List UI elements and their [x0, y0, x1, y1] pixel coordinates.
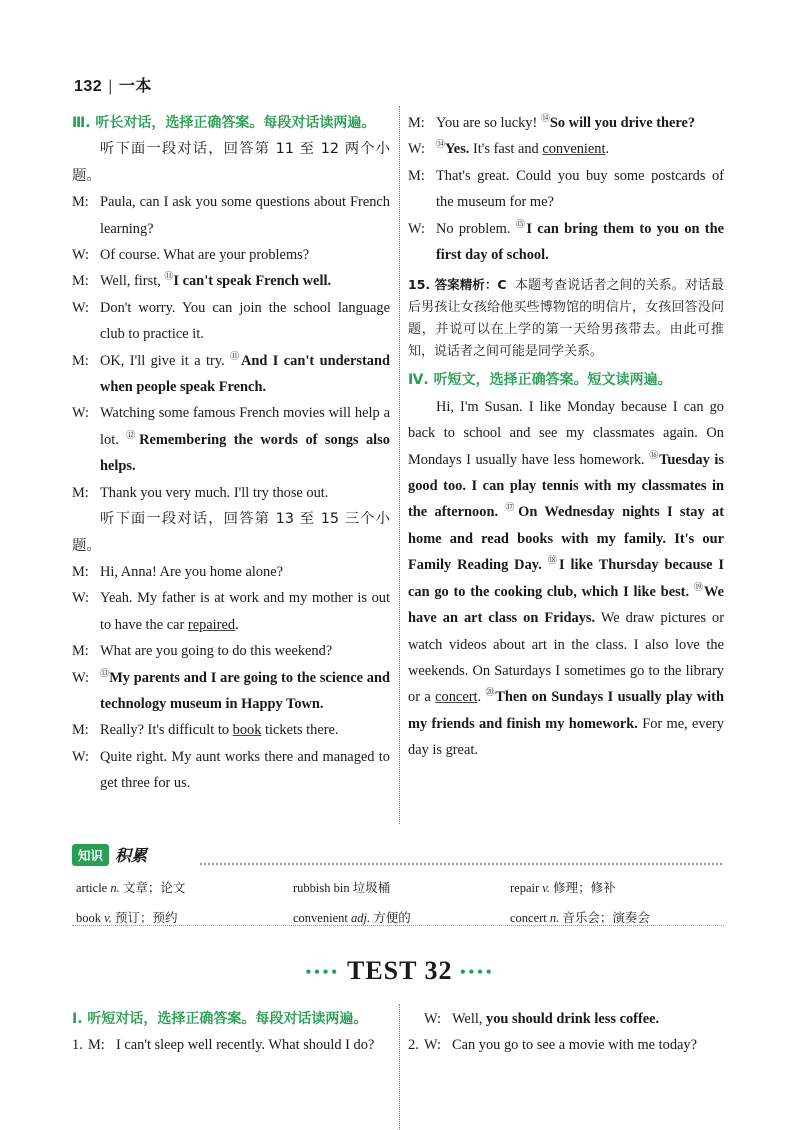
dialogue-line: W: Don't worry. You can join the school language club to practice it. [72, 299, 390, 343]
explanation-label: 15. 答案精析：C [408, 277, 507, 293]
dialogue-line: M: Well, first, ⑪I can't speak French well. [72, 271, 332, 290]
dialogue-line: M: That's great. Could you buy some postcards of the museum for me? [408, 167, 724, 211]
bottom-left-column [72, 1006, 390, 1059]
section-4-title: Ⅳ. 听短文，选择正确答案。短文读两遍。 [408, 372, 672, 389]
section-1-title: Ⅰ. 听短对话，选择正确答案。每段对话读两遍。 [72, 1011, 368, 1027]
vocab-item: convenient adj. 方便的 [293, 910, 411, 925]
dialogue-line: W: No problem. ⑮I can bring them to you on the first day of school. [408, 218, 724, 264]
dialogue-line: M: What are you going to do this weekend? [72, 643, 333, 660]
vocab-item: article n. 文章；论文 [76, 880, 186, 895]
dialogue-line: 1. M: I can't sleep well recently. What should I do? [72, 1037, 375, 1054]
vocab-item: book v. 预订；预约 [76, 910, 178, 925]
dialogue-line: M: Hi, Anna! Are you home alone? [72, 563, 284, 580]
page-header [74, 73, 152, 96]
dialogue-line: W: ⑭Yes. It's fast and convenient. [408, 139, 610, 158]
column-divider [399, 106, 400, 824]
brand-name: 一本 [118, 78, 152, 95]
test-title: TEST 32 [347, 956, 453, 985]
dialogue-line: M: OK, I'll give it a try. ⑪And I can't understand when people speak French. [72, 350, 390, 396]
knowledge-box [72, 843, 724, 925]
section-3-title: Ⅲ. 听长对话，选择正确答案。每段对话读两遍。 [72, 115, 376, 131]
dialogue-line: W: Watching some famous French movies will help a lot. ⑫Remembering the words of songs also helps. [72, 405, 390, 475]
dialogue-line: M: Paula, can I ask you some questions about French learning? [72, 194, 390, 237]
right-column [408, 110, 724, 764]
dialogue-intro-1: 听下面一段对话，回答第 11 至 12 两个小题。 [72, 141, 390, 184]
passage-text: Hi, I'm Susan. I like Monday because I can go back to school and see my classmates again. On Mondays I usually have less homework. ⑯Tuesday is good too. I can play tennis with my classmates in the afternoon. ⑰On Wednesday nights I stay at home and read books with my family. It's our Family Reading Day. ⑱I like Thursday because I can go to the cooking club, which I like best. ⑲We have an art class on Fridays. We draw pictures or watch videos about art in the class. I also love the weekends. On Saturdays I sometimes go to the library or a concert. ⑳Then on Sundays I usually play with my friends and finish my homework. For me, every day is great. [408, 398, 724, 759]
dialogue-line: 2. W: Can you go to see a movie with me today? [408, 1037, 697, 1054]
dialogue-line: W: Of course. What are your problems? [72, 247, 310, 264]
test-dots-left: •••• [305, 964, 340, 982]
dialogue-intro-2: 听下面一段对话，回答第 13 至 15 三个小题。 [72, 511, 390, 554]
knowledge-badge: 知识 [72, 844, 109, 866]
dialogue-line: W: Well, you should drink less coffee. [424, 1011, 660, 1027]
knowledge-title: 积累 [115, 846, 148, 865]
column-divider-bottom [399, 1004, 400, 1130]
explanation-text: 本题考查说话者之间的关系。对话最后男孩让女孩给他买些博物馆的明信片，女孩回答没问题，并说可以在上学的第一天给男孩带去。由此可推知，说话者之间可能是同学关系。 [408, 278, 724, 360]
vocabulary-grid [76, 873, 728, 933]
header-separator: | [108, 78, 113, 95]
test-dots-right: •••• [460, 964, 495, 982]
dialogue-line: M: You are so lucky! ⑭So will you drive there? [408, 113, 696, 131]
vocab-item: concert n. 音乐会；演奏会 [510, 910, 650, 925]
dialogue-line: W: ⑬My parents and I are going to the science and technology museum in Happy Town. [72, 667, 390, 712]
dialogue-line: M: Thank you very much. I'll try those out. [72, 484, 329, 501]
dialogue-line: W: Yeah. My father is at work and my mother is out to have the car repaired. [72, 590, 390, 633]
bottom-right-column [408, 1006, 724, 1059]
page-number: 132 [74, 78, 103, 95]
knowledge-rule [200, 863, 722, 865]
left-column [72, 110, 390, 797]
dialogue-line: W: Quite right. My aunt works there and managed to get three for us. [72, 748, 390, 792]
answer-explanation [408, 274, 724, 363]
vocab-item: repair v. 修理；修补 [510, 880, 616, 895]
vocab-item: rubbish bin 垃圾桶 [293, 880, 391, 895]
dialogue-line: M: Really? It's difficult to book tickets there. [72, 722, 339, 739]
test-heading [0, 956, 800, 986]
knowledge-bottom-rule [72, 925, 724, 926]
